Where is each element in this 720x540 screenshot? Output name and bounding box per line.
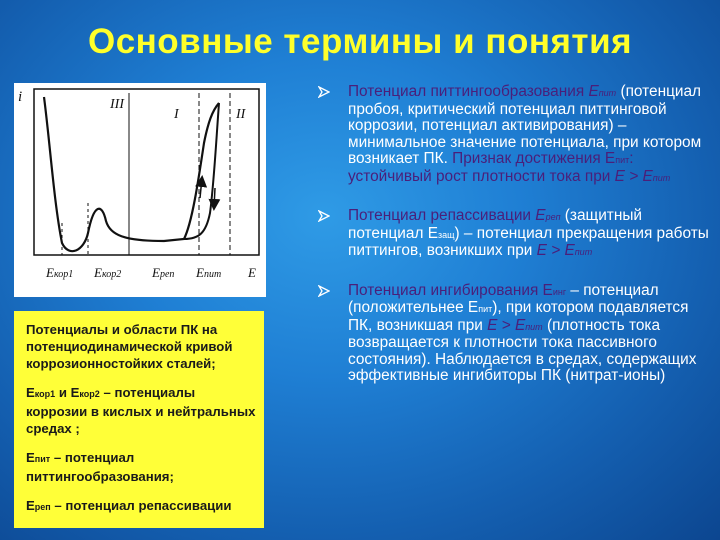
region-label-iii: III [110,97,124,112]
x-tick-ekor1: Eкор1 [46,265,74,280]
figure-caption [14,311,264,528]
x-tick-erep: Eреп [152,265,175,280]
arrow-bullet-icon [318,210,330,222]
arrow-bullet-icon [318,86,330,98]
caption-paragraph-3: Епит – потенциал питтингообразования; [26,450,174,484]
plot-frame [34,89,259,255]
slide-title: Основные термины и понятия [87,22,633,61]
x-tick-ekor2: Eкор2 [94,265,122,280]
region-label-ii: II [236,107,246,122]
definition-pitting-potential: Потенциал питтингообразования Епит (потенциал пробоя, критический потенциал питтинговой коррозии, потенциал активирования) – минимальное значение потенциала, при котором возникает ПК. Признак достижения Епит: устойчивый рост плотности тока при Е > Епит [312,84,710,186]
x-tick-epit: Eпит [196,265,222,280]
caption-paragraph-2: Екор1 и Екор2 – потенциалы коррозии в кислых и нейтральных средах ; [26,385,256,436]
x-axis-label: E [248,265,256,280]
definition-inhibition-potential: Потенциал ингибирования Еинг – потенциал (положительнее Епит), при котором подавляется ПК, возникшая при Е > Епит (плотность тока возвращается к плотности тока пассивного состояния). Наблюдается в средах, содержащих эффективные ингибиторы ПК (нитрат-ионы) [312,283,710,385]
region-label-i: I [174,107,179,122]
backward-arrow [214,188,215,208]
y-axis-label: i [18,89,23,105]
arrow-bullet-icon [318,285,330,297]
caption-paragraph-4: Ереп – потенциал репассивации [26,498,232,513]
caption-paragraph-1: Потенциалы и области ПК на потенциодинамической кривой коррозионностойких сталей; [26,322,233,371]
polarization-curve [44,97,219,251]
definition-list [312,84,710,407]
potentiodynamic-curve-figure [14,83,266,297]
repassivation-branch [184,103,219,239]
definition-repassivation-potential: Потенциал репассивации Ереп (защитный потенциал Езащ) – потенциал прекращения работы питтингов, возникших при Е > Епит [312,208,710,261]
forward-arrow [200,178,202,198]
